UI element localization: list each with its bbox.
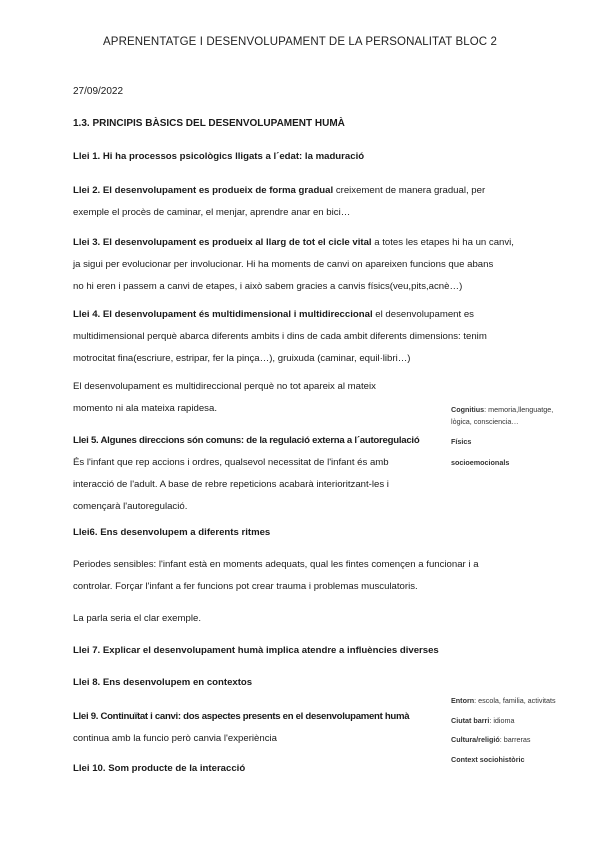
law-6-text-a: Periodes sensibles: l'infant està en moments adequats, qual les fintes començen a funcionar i a — [73, 559, 479, 570]
law-6-body — [73, 554, 528, 598]
law-8 — [73, 672, 528, 694]
ciutat-text: : idioma — [489, 716, 515, 725]
law-5 — [73, 430, 438, 518]
law-5-text-c: començarà l'autoregulació. — [73, 501, 188, 512]
side-note-context: Context sociohistòric — [451, 755, 525, 764]
side-note-cognitius — [451, 404, 553, 428]
law-6-title: Llei6. Ens desenvolupem a diferents ritmes — [73, 527, 271, 538]
side-note-entorn — [451, 695, 556, 707]
law-7 — [73, 640, 528, 662]
side-note-cultura — [451, 734, 531, 746]
law-3-text-b: ja sigui per evolucionar per involucionar. Hi ha moments de canvi on apareixen funcions que abans — [73, 259, 494, 270]
law-6-example — [73, 608, 528, 630]
side-note-ciutat — [451, 715, 515, 727]
law-9 — [73, 706, 451, 750]
cognitius-text: : memoria,llenguatge, — [484, 405, 554, 414]
law-6-text-b: controlar. Forçar l'infant a fer funcions pot crear trauma i problemas musculatoris. — [73, 581, 418, 592]
law-7-title: Llei 7. Explicar el desenvolupament humà implica atendre a influències diverses — [73, 645, 439, 656]
law-8-title: Llei 8. Ens desenvolupem en contextos — [73, 677, 253, 688]
law-5-text-a: És l'infant que rep accions i ordres, qualsevol necessitat de l'infant és amb — [73, 457, 389, 468]
law-1-title: Llei 1. Hi ha processos psicològics lligats a l´edat: la maduració — [73, 151, 365, 162]
law-2-text-a: creixement de manera gradual, per — [333, 185, 486, 196]
cognitius-label: Cognitius — [451, 405, 485, 414]
law-1 — [73, 146, 528, 168]
ciutat-label: Ciutat barri — [451, 716, 490, 725]
entorn-text: : escola, familia, activitats — [474, 696, 556, 705]
law-4-text-e: momento ni ala mateixa rapidesa. — [73, 403, 217, 414]
law-2-title: Llei 2. El desenvolupament es produeix de forma gradual — [73, 185, 334, 196]
law-6 — [73, 522, 528, 544]
side-note-fisics: Físics — [451, 437, 472, 446]
law-4-multidirectional — [73, 376, 438, 420]
cultura-label: Cultura/religió — [451, 735, 500, 744]
cultura-text: : barreras — [499, 735, 531, 744]
law-4-text-d: El desenvolupament es multidireccional perquè no tot apareix al mateix — [73, 381, 376, 392]
law-9-title: Llei 9. Continuïtat i canvi: dos aspectes presents en el desenvolupament humà — [73, 711, 410, 722]
law-5-text-b: interacció de l'adult. A base de rebre repeticions acabarà interioritzant-les i — [73, 479, 389, 490]
law-2-text-b: exemple el procès de caminar, el menjar, aprendre anar en bici… — [73, 207, 351, 218]
side-note-socioemocionals: socioemocionals — [451, 458, 510, 467]
section-title: 1.3. PRINCIPIS BÀSICS DEL DESENVOLUPAMENT HUMÀ — [73, 118, 345, 129]
law-4-text-c: motrocitat fina(escriure, estripar, fer la pinça…), gruixuda (caminar, equil·libri…) — [73, 353, 411, 364]
law-4-text-b: multidimensional perquè abarca diferents ambits i dins de cada ambit diferents dimensions: tenim — [73, 331, 487, 342]
cognitius-text-2: lògica, consciencia… — [451, 417, 519, 426]
page-header: APRENENTATGE I DESENVOLUPAMENT DE LA PERSONALITAT BLOC 2 — [103, 36, 497, 48]
law-5-title: Llei 5. Algunes direccions són comuns: de la regulació externa a l´autoregulació — [73, 435, 420, 446]
date: 27/09/2022 — [73, 86, 124, 97]
law-4-title: Llei 4. El desenvolupament és multidimensional i multidireccional — [73, 309, 373, 320]
law-3-text-c: no hi eren i passem a canvi de etapes, i això sabem gracies a canvis físics(veu,pits,acnè…) — [73, 281, 463, 292]
law-3-title: Llei 3. El desenvolupament es produeix al llarg de tot el cicle vital — [73, 237, 372, 248]
law-4-text-a: el desenvolupament es — [372, 309, 474, 320]
entorn-label: Entorn — [451, 696, 475, 705]
law-3 — [73, 232, 528, 298]
law-6-text-c: La parla seria el clar exemple. — [73, 613, 201, 624]
law-2 — [73, 180, 528, 224]
law-3-text-a: a totes les etapes hi ha un canvi, — [371, 237, 514, 248]
law-9-text: continua amb la funcio però canvia l'experiència — [73, 733, 277, 744]
law-4 — [73, 304, 528, 370]
law-10-title: Llei 10. Som producte de la interacció — [73, 763, 246, 774]
